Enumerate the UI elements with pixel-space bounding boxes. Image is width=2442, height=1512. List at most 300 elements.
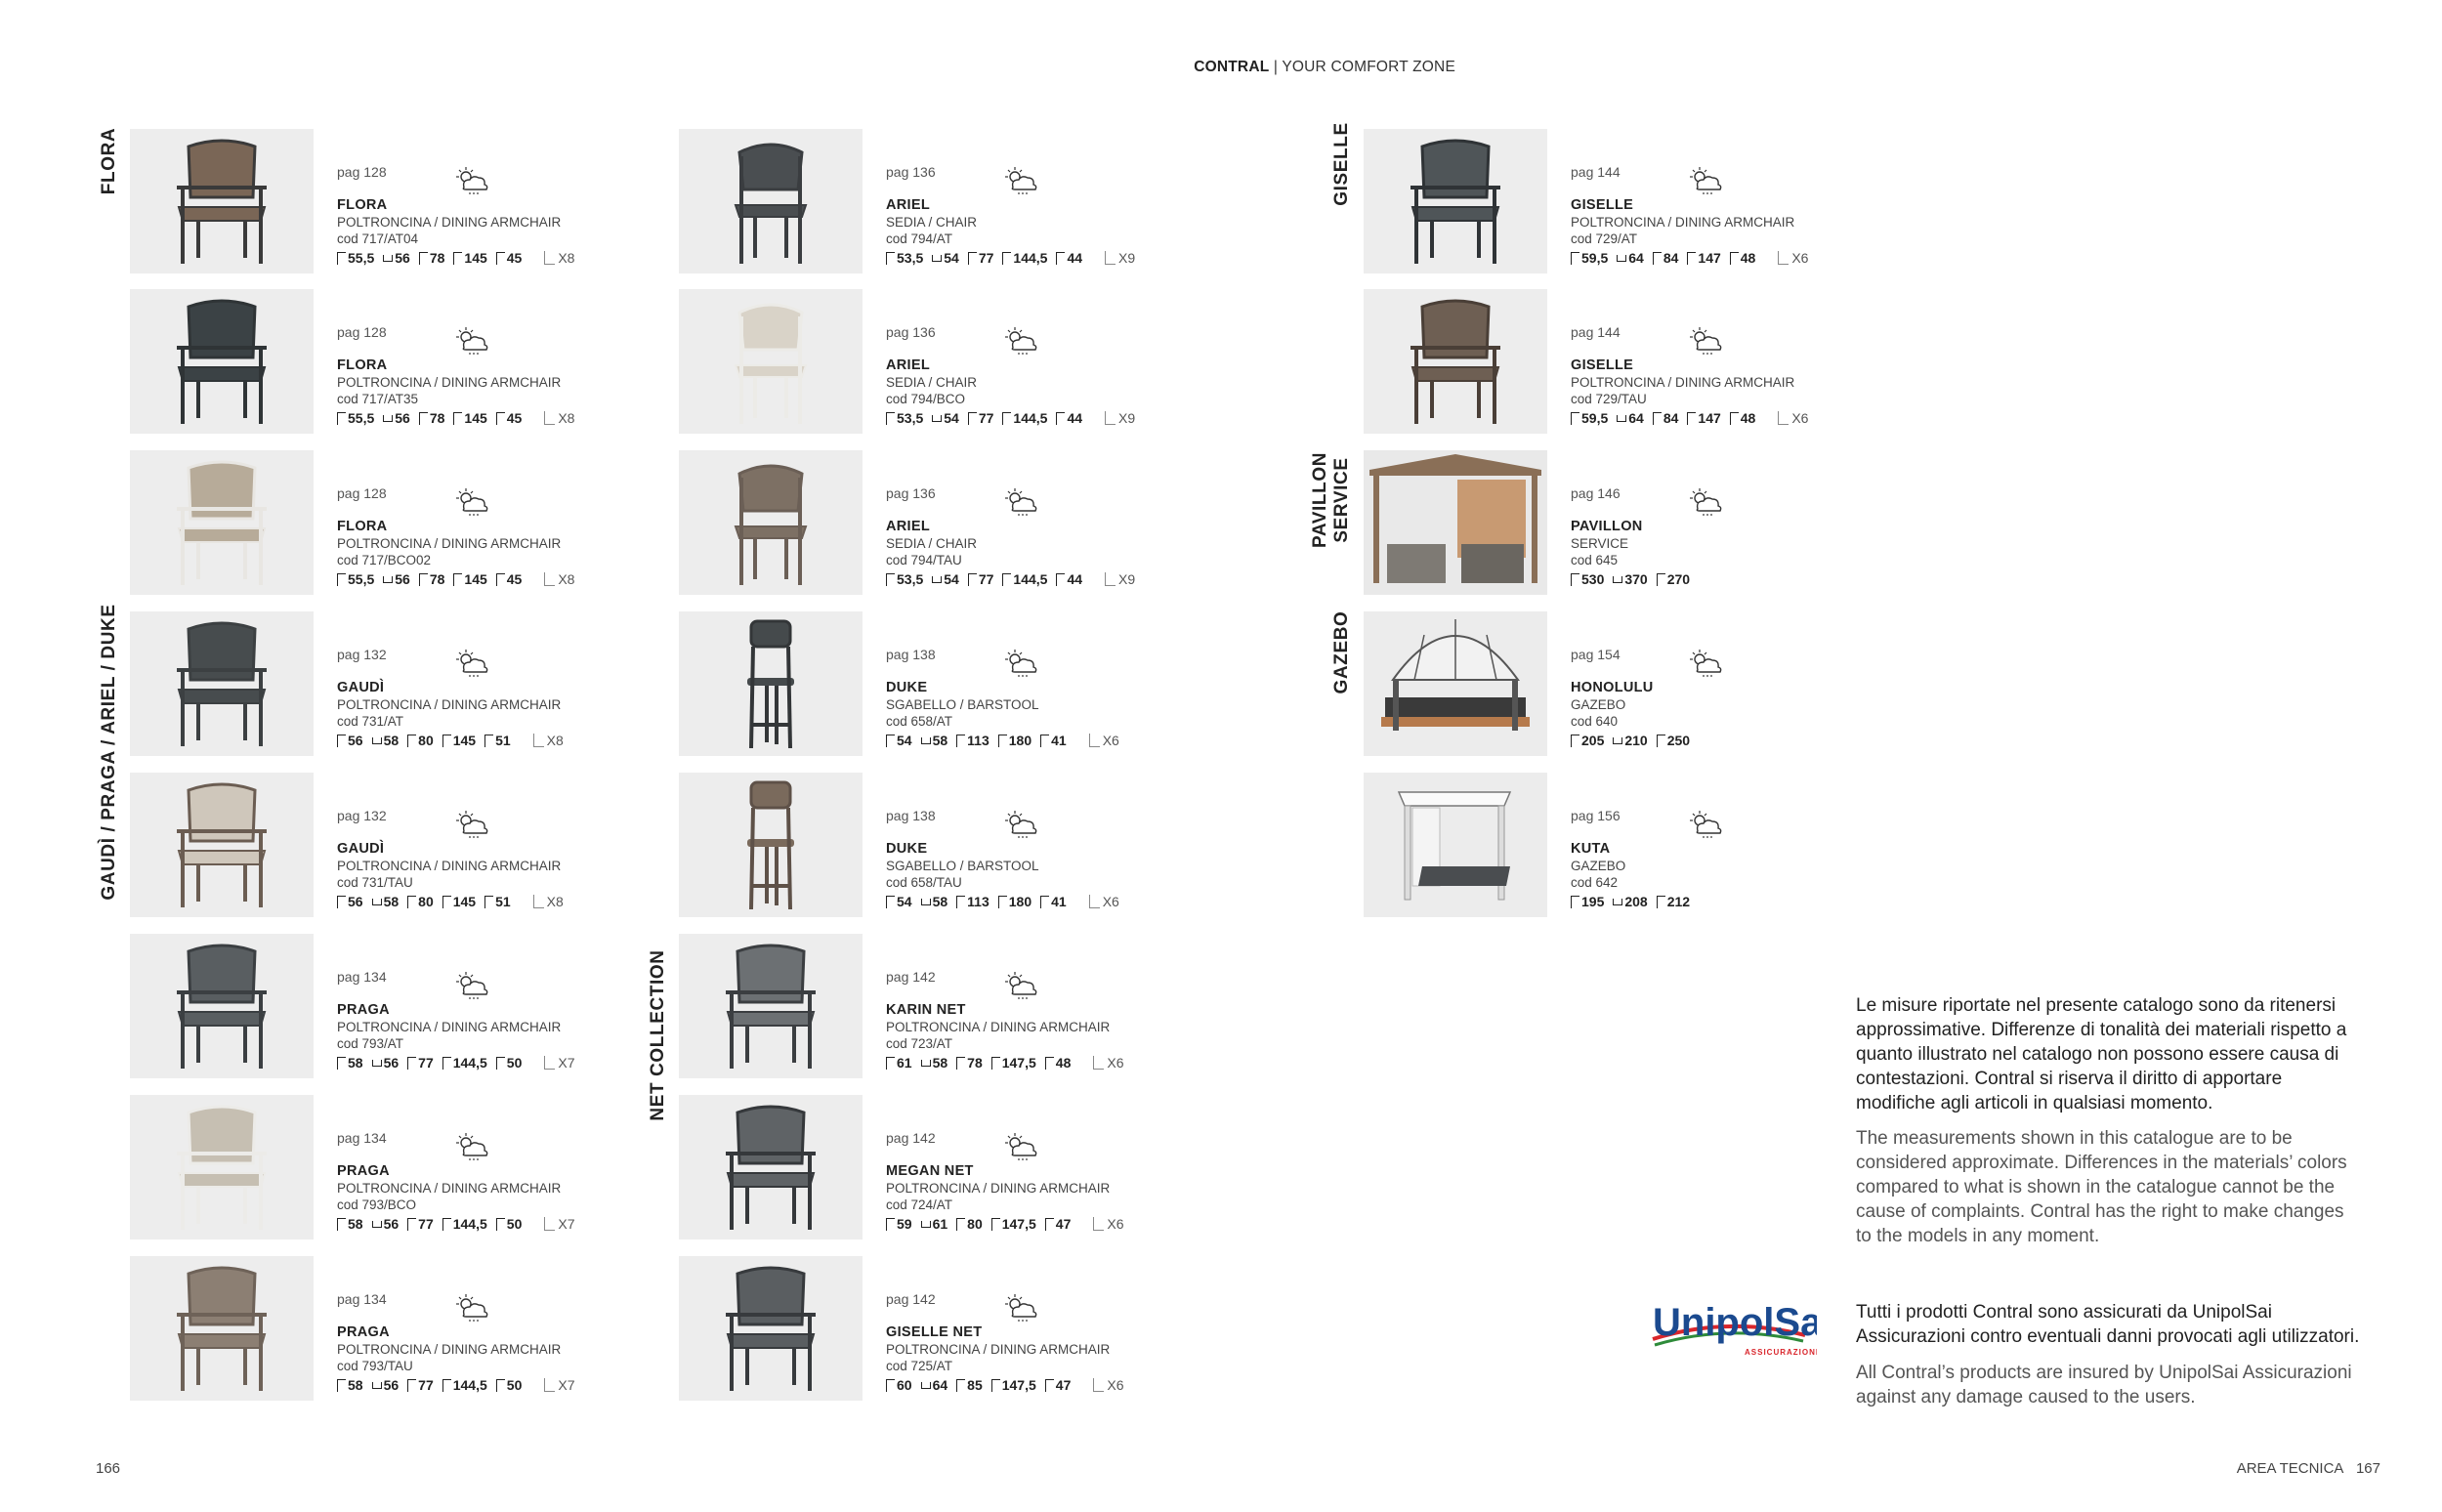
product-type: SGABELLO / BARSTOOL [886, 697, 1039, 712]
dimension-icon [956, 735, 965, 747]
structure-card [1364, 450, 1911, 595]
dimension-icon [886, 1379, 895, 1392]
structure-code: cod 642 [1571, 875, 1619, 890]
page-ref: pag 138 [886, 647, 936, 662]
product-dimensions [1571, 410, 1808, 426]
stackable-count: X7 [544, 1055, 574, 1071]
structure-type: GAZEBO [1571, 859, 1626, 873]
dimension-1: 59,5 [1571, 410, 1608, 426]
outdoor-weather-icon [452, 971, 491, 1000]
stackable-count: X8 [533, 733, 564, 748]
dimension-1: 58 [337, 1377, 363, 1393]
dimension-icon [1571, 573, 1579, 586]
stack-chair-icon [1778, 251, 1789, 265]
page-ref: pag 132 [337, 808, 387, 823]
section-label-giselle: GISELLE [1331, 122, 1352, 206]
dimension-2: 56 [372, 1216, 400, 1232]
stackable-count: X8 [533, 894, 564, 909]
outdoor-weather-icon [1686, 810, 1725, 839]
dimension-icon [921, 899, 931, 905]
dimension-icon [337, 252, 346, 265]
product-dimensions [886, 250, 1135, 266]
dimension-3: 250 [1657, 733, 1690, 748]
dimension-2: 58 [921, 1055, 948, 1071]
dimension-icon [496, 1379, 505, 1392]
outdoor-weather-icon [1001, 1293, 1040, 1323]
section-label-pavillon-line1: PAVILLON [1310, 451, 1330, 549]
structure-name: KUTA [1571, 841, 1611, 857]
product-dimensions [886, 733, 1119, 748]
header [1194, 59, 1455, 76]
page-ref: pag 154 [1571, 647, 1621, 662]
dimension-4: 145 [453, 410, 486, 426]
dimension-icon [419, 252, 428, 265]
dimension-1: 53,5 [886, 410, 923, 426]
product-image [130, 1256, 314, 1401]
stackable-count: X7 [544, 1216, 574, 1232]
product-card [130, 1095, 677, 1239]
outdoor-weather-icon [452, 326, 491, 356]
dimension-4: 144,5 [442, 1216, 487, 1232]
dimension-icon [383, 576, 393, 583]
dimension-icon [1002, 252, 1011, 265]
page-ref: pag 136 [886, 164, 936, 180]
product-image [679, 129, 863, 273]
dimension-1: 56 [337, 733, 363, 748]
outdoor-weather-icon [452, 1132, 491, 1161]
stack-chair-icon [544, 411, 555, 425]
dimension-icon [1002, 573, 1011, 586]
product-card [1364, 289, 1911, 434]
dimension-icon [921, 1221, 931, 1228]
dimension-1: 55,5 [337, 410, 374, 426]
outdoor-weather-icon [1686, 487, 1725, 517]
page-ref: pag 142 [886, 969, 936, 985]
product-type: POLTRONCINA / DINING ARMCHAIR [886, 1342, 1111, 1357]
dimension-icon [1002, 412, 1011, 425]
page-ref: pag 132 [337, 647, 387, 662]
note-measurements-en: The measurements shown in this catalogue are to be considered approximate. Differences in the materials’ colors compared to what is shown in the catalogue cannot be the cause of complaints. Contral has the right to make changes to the models in any moment. [1856, 1128, 2347, 1246]
dimension-icon [442, 1057, 451, 1070]
dimension-2: 210 [1613, 733, 1647, 748]
dimension-icon [496, 1218, 505, 1231]
dimension-icon [1730, 412, 1739, 425]
structure-dimensions [1571, 733, 1699, 748]
product-card [679, 934, 1226, 1078]
dimension-3: 78 [956, 1055, 983, 1071]
product-image [1364, 129, 1547, 273]
outdoor-weather-icon [452, 326, 491, 356]
dimension-icon [998, 896, 1007, 908]
outdoor-weather-icon [452, 487, 491, 517]
dimension-icon [1571, 412, 1579, 425]
outdoor-weather-icon [1686, 326, 1725, 356]
product-dimensions [1571, 250, 1808, 266]
stack-chair-icon [1105, 572, 1116, 586]
dimension-1: 58 [337, 1216, 363, 1232]
dimension-4: 144,5 [442, 1377, 487, 1393]
stack-chair-icon [1093, 1217, 1104, 1231]
dimension-icon [956, 1379, 965, 1392]
product-card [679, 1256, 1226, 1401]
dimension-1: 61 [886, 1055, 912, 1071]
unipolsai-logo [1649, 1296, 1817, 1359]
dimension-icon [886, 1057, 895, 1070]
product-type: SEDIA / CHAIR [886, 536, 978, 551]
section-label-flora: FLORA [99, 127, 119, 195]
footer-section: AREA TECNICA [2236, 1460, 2344, 1477]
dimension-3: 84 [1653, 250, 1679, 266]
dimension-5: 48 [1730, 250, 1756, 266]
dimension-2: 56 [383, 410, 410, 426]
product-code: cod 658/AT [886, 714, 953, 729]
logo-text: UnipolSai [1653, 1301, 1817, 1344]
dimension-1: 58 [337, 1055, 363, 1071]
dimension-5: 48 [1730, 410, 1756, 426]
dimension-5: 44 [1056, 250, 1082, 266]
dimension-icon [1653, 412, 1662, 425]
product-name: PRAGA [337, 1002, 390, 1018]
dimension-icon [886, 573, 895, 586]
stack-chair-icon [1778, 411, 1789, 425]
dimension-4: 144,5 [1002, 571, 1047, 587]
structure-type: GAZEBO [1571, 697, 1626, 712]
dimension-icon [998, 735, 1007, 747]
dimension-1: 54 [886, 733, 912, 748]
product-name: FLORA [337, 357, 388, 373]
product-image [130, 934, 314, 1078]
outdoor-weather-icon [1001, 166, 1040, 195]
product-card [679, 289, 1226, 434]
structure-card [1364, 611, 1911, 756]
dimension-icon [921, 1382, 931, 1389]
product-code: cod 794/AT [886, 231, 953, 246]
dimension-icon [453, 573, 462, 586]
dimension-icon [484, 735, 493, 747]
structure-name: PAVILLON [1571, 519, 1643, 534]
stackable-count: X6 [1089, 894, 1119, 909]
product-dimensions [337, 571, 574, 587]
dimension-1: 195 [1571, 894, 1604, 909]
dimension-3: 113 [956, 894, 989, 909]
dimension-icon [372, 1221, 382, 1228]
outdoor-weather-icon [1001, 971, 1040, 1000]
dimension-icon [407, 1218, 416, 1231]
page-ref: pag 144 [1571, 164, 1621, 180]
dimension-icon [921, 1060, 931, 1067]
dimension-icon [337, 896, 346, 908]
stackable-count: X6 [1778, 410, 1808, 426]
dimension-icon [1056, 573, 1065, 586]
stackable-count: X8 [544, 571, 574, 587]
section-label-net: NET COLLECTION [648, 949, 668, 1121]
dimension-1: 56 [337, 894, 363, 909]
product-name: PRAGA [337, 1163, 390, 1179]
structure-image [1364, 611, 1547, 756]
dimension-2: 64 [1617, 250, 1644, 266]
page-number-left: 166 [96, 1460, 121, 1477]
dimension-icon [1613, 576, 1622, 583]
product-image [679, 611, 863, 756]
product-image [130, 1095, 314, 1239]
product-dimensions [337, 250, 574, 266]
dimension-4: 145 [442, 894, 476, 909]
dimension-icon [407, 1379, 416, 1392]
dimension-4: 180 [998, 733, 1032, 748]
dimension-icon [991, 1218, 1000, 1231]
dimension-2: 54 [932, 571, 959, 587]
dimension-icon [1653, 252, 1662, 265]
product-dimensions [886, 1216, 1123, 1232]
dimension-2: 64 [1617, 410, 1644, 426]
dimension-3: 77 [968, 571, 994, 587]
dimension-3: 212 [1657, 894, 1690, 909]
outdoor-weather-icon [452, 810, 491, 839]
product-type: POLTRONCINA / DINING ARMCHAIR [337, 1020, 562, 1034]
structure-image [1364, 773, 1547, 917]
dimension-icon [1045, 1057, 1054, 1070]
structure-name: HONOLULU [1571, 680, 1654, 695]
dimension-icon [886, 735, 895, 747]
product-code: cod 723/AT [886, 1036, 953, 1051]
dimension-icon [337, 1057, 346, 1070]
product-card [130, 450, 677, 595]
product-image [679, 1256, 863, 1401]
dimension-icon [1730, 252, 1739, 265]
page-ref: pag 128 [337, 164, 387, 180]
product-dimensions [337, 410, 574, 426]
product-card [130, 934, 677, 1078]
dimension-icon [372, 899, 382, 905]
page-ref: pag 138 [886, 808, 936, 823]
stackable-count: X9 [1105, 571, 1135, 587]
outdoor-weather-icon [1001, 810, 1040, 839]
section-label-pavillon [1310, 452, 1353, 548]
dimension-icon [496, 573, 505, 586]
outdoor-weather-icon [452, 1293, 491, 1323]
dimension-icon [372, 737, 382, 744]
product-card [130, 129, 677, 273]
dimension-icon [407, 896, 416, 908]
dimension-2: 58 [921, 894, 948, 909]
dimension-3: 80 [407, 733, 434, 748]
stackable-count: X6 [1093, 1055, 1123, 1071]
dimension-2: 56 [383, 250, 410, 266]
dimension-1: 53,5 [886, 250, 923, 266]
section-label-pavillon-line2: SERVICE [1331, 457, 1352, 543]
dimension-icon [1613, 737, 1622, 744]
outdoor-weather-icon [452, 971, 491, 1000]
outdoor-weather-icon [452, 166, 491, 195]
product-card [130, 289, 677, 434]
dimension-icon [442, 1218, 451, 1231]
dimension-4: 147,5 [991, 1377, 1036, 1393]
stack-chair-icon [1093, 1056, 1104, 1070]
dimension-4: 147 [1687, 410, 1720, 426]
dimension-3: 80 [956, 1216, 983, 1232]
dimension-3: 77 [407, 1216, 434, 1232]
dimension-icon [419, 573, 428, 586]
page-ref: pag 136 [886, 324, 936, 340]
dimension-2: 56 [383, 571, 410, 587]
dimension-3: 80 [407, 894, 434, 909]
stack-chair-icon [544, 1056, 555, 1070]
dimension-icon [407, 1057, 416, 1070]
product-code: cod 794/TAU [886, 553, 962, 567]
product-name: ARIEL [886, 519, 930, 534]
stack-chair-icon [1093, 1378, 1104, 1392]
dimension-icon [337, 1379, 346, 1392]
product-code: cod 658/TAU [886, 875, 962, 890]
dimension-icon [1040, 735, 1049, 747]
product-code: cod 717/BCO02 [337, 553, 432, 567]
product-name: ARIEL [886, 357, 930, 373]
dimension-2: 54 [932, 410, 959, 426]
dimension-2: 370 [1613, 571, 1647, 587]
structure-code: cod 640 [1571, 714, 1619, 729]
section-label-gaudi: GAUDÌ / PRAGA / ARIEL / DUKE [99, 604, 119, 901]
outdoor-weather-icon [1001, 1132, 1040, 1161]
dimension-1: 54 [886, 894, 912, 909]
stack-chair-icon [544, 1217, 555, 1231]
dimension-4: 145 [442, 733, 476, 748]
dimension-icon [968, 252, 977, 265]
dimension-2: 64 [921, 1377, 948, 1393]
dimension-5: 45 [496, 250, 523, 266]
product-name: PRAGA [337, 1324, 390, 1340]
product-type: SGABELLO / BARSTOOL [886, 859, 1039, 873]
dimension-icon [1613, 899, 1622, 905]
brand-tagline: | YOUR COMFORT ZONE [1269, 59, 1455, 75]
stack-chair-icon [1105, 411, 1116, 425]
stack-chair-icon [544, 1378, 555, 1392]
outdoor-weather-icon [1686, 326, 1725, 356]
dimension-icon [1056, 412, 1065, 425]
outdoor-weather-icon [1001, 166, 1040, 195]
product-dimensions [337, 1216, 574, 1232]
outdoor-weather-icon [1001, 487, 1040, 517]
page-ref: pag 136 [886, 485, 936, 501]
dimension-icon [383, 415, 393, 422]
dimension-2: 208 [1613, 894, 1647, 909]
dimension-4: 180 [998, 894, 1032, 909]
page-ref: pag 134 [337, 1130, 387, 1146]
product-name: KARIN NET [886, 1002, 966, 1018]
product-type: POLTRONCINA / DINING ARMCHAIR [337, 1181, 562, 1196]
outdoor-weather-icon [1686, 487, 1725, 517]
page-ref: pag 156 [1571, 808, 1621, 823]
dimension-2: 58 [372, 894, 400, 909]
dimension-icon [886, 412, 895, 425]
section-label-gazebo: GAZEBO [1331, 610, 1352, 694]
dimension-icon [496, 252, 505, 265]
product-name: FLORA [337, 519, 388, 534]
product-name: GISELLE NET [886, 1324, 983, 1340]
dimension-3: 77 [407, 1377, 434, 1393]
outdoor-weather-icon [1686, 649, 1725, 678]
dimension-icon [337, 735, 346, 747]
dimension-1: 55,5 [337, 571, 374, 587]
dimension-icon [453, 252, 462, 265]
dimension-3: 78 [419, 410, 445, 426]
product-code: cod 724/AT [886, 1197, 953, 1212]
dimension-icon [956, 1218, 965, 1231]
dimension-icon [1045, 1218, 1054, 1231]
dimension-4: 145 [453, 250, 486, 266]
dimension-4: 144,5 [1002, 410, 1047, 426]
dimension-3: 84 [1653, 410, 1679, 426]
outdoor-weather-icon [1001, 326, 1040, 356]
product-name: DUKE [886, 841, 928, 857]
product-dimensions [337, 1055, 574, 1071]
stackable-count: X7 [544, 1377, 574, 1393]
dimension-2: 54 [932, 250, 959, 266]
dimension-5: 47 [1045, 1377, 1072, 1393]
outdoor-weather-icon [1001, 971, 1040, 1000]
dimension-icon [372, 1382, 382, 1389]
product-dimensions [886, 571, 1135, 587]
dimension-4: 147 [1687, 250, 1720, 266]
outdoor-weather-icon [1001, 1132, 1040, 1161]
dimension-icon [1571, 896, 1579, 908]
page-ref: pag 142 [886, 1291, 936, 1307]
dimension-3: 77 [968, 250, 994, 266]
product-image [130, 611, 314, 756]
dimension-icon [1617, 415, 1626, 422]
dimension-4: 147,5 [991, 1055, 1036, 1071]
product-type: POLTRONCINA / DINING ARMCHAIR [337, 536, 562, 551]
product-code: cod 793/TAU [337, 1359, 413, 1373]
product-type: SEDIA / CHAIR [886, 215, 978, 230]
product-type: POLTRONCINA / DINING ARMCHAIR [1571, 375, 1795, 390]
dimension-icon [496, 1057, 505, 1070]
product-code: cod 793/AT [337, 1036, 404, 1051]
dimension-icon [1657, 735, 1665, 747]
product-code: cod 731/TAU [337, 875, 413, 890]
dimension-icon [1687, 412, 1696, 425]
dimension-5: 45 [496, 410, 523, 426]
product-type: POLTRONCINA / DINING ARMCHAIR [337, 215, 562, 230]
dimension-icon [407, 735, 416, 747]
product-type: SEDIA / CHAIR [886, 375, 978, 390]
dimension-5: 51 [484, 733, 511, 748]
dimension-5: 41 [1040, 733, 1067, 748]
stackable-count: X6 [1093, 1377, 1123, 1393]
product-dimensions [337, 1377, 574, 1393]
dimension-icon [484, 896, 493, 908]
product-type: POLTRONCINA / DINING ARMCHAIR [886, 1181, 1111, 1196]
product-code: cod 717/AT35 [337, 392, 419, 406]
dimension-icon [1056, 252, 1065, 265]
dimension-icon [1571, 735, 1579, 747]
product-code: cod 794/BCO [886, 392, 966, 406]
dimension-icon [419, 412, 428, 425]
dimension-4: 147,5 [991, 1216, 1036, 1232]
dimension-icon [1040, 896, 1049, 908]
dimension-1: 55,5 [337, 250, 374, 266]
product-dimensions [337, 894, 564, 909]
product-card [679, 611, 1226, 756]
product-image [130, 450, 314, 595]
product-code: cod 731/AT [337, 714, 404, 729]
product-image [679, 289, 863, 434]
product-image [130, 773, 314, 917]
product-name: GAUDÌ [337, 841, 385, 857]
product-type: POLTRONCINA / DINING ARMCHAIR [1571, 215, 1795, 230]
outdoor-weather-icon [452, 1293, 491, 1323]
footer-right [2237, 1460, 2380, 1477]
product-image [130, 289, 314, 434]
